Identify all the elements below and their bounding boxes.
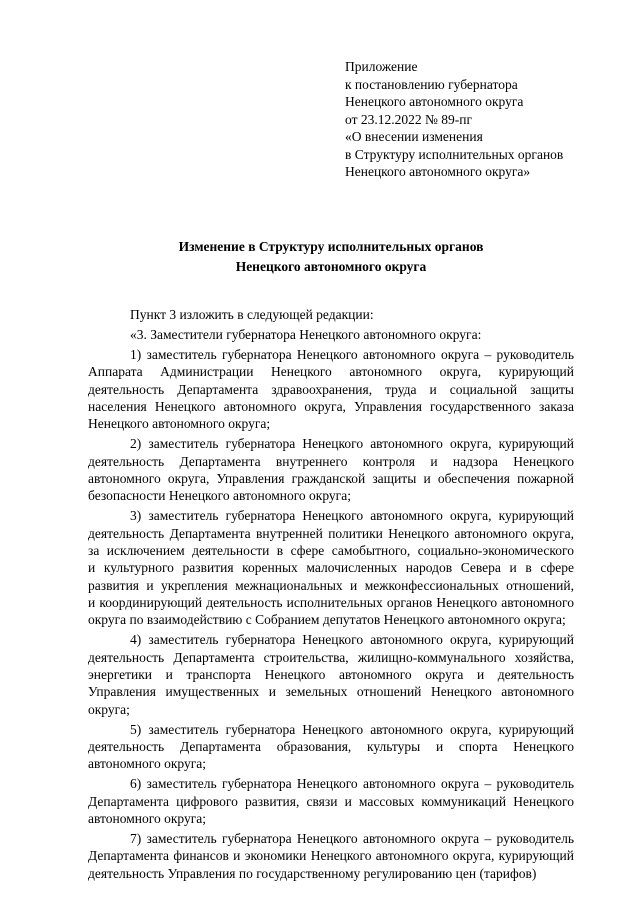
title-line: Ненецкого автономного округа	[235, 259, 427, 274]
paragraph-line: Пункт 3 изложить в следующей редакции:	[130, 307, 374, 322]
document-body	[88, 306, 574, 885]
paragraph-line: 6) заместитель губернатора Ненецкого автономного округа – руководитель	[130, 776, 574, 792]
paragraph-line: округа по взаимодействию с Собранием депутатов Ненецкого автономного округа;	[88, 612, 566, 628]
appendix-line: Приложение	[345, 59, 418, 74]
paragraph	[88, 346, 574, 432]
paragraph-line: автономного округа;	[88, 756, 206, 772]
paragraph-line: деятельность Департамента здравоохранения, труда и социальной защиты	[88, 381, 574, 397]
paragraph-line: 3) заместитель губернатора Ненецкого автономного округа, курирующий	[130, 508, 574, 524]
paragraph-line: Аппарата Администрации Ненецкого автономного округа, курирующий	[88, 364, 574, 380]
paragraph-line: Ненецкого автономного округа;	[88, 416, 271, 432]
paragraph	[88, 721, 574, 773]
title-line: Изменение в Структуру исполнительных органов	[178, 239, 484, 254]
paragraph-line: 1) заместитель губернатора Ненецкого автономного округа – руководитель	[130, 347, 574, 363]
paragraph	[88, 507, 574, 628]
paragraph	[88, 306, 574, 323]
appendix-line: к постановлению губернатора	[345, 76, 518, 92]
paragraph-line: деятельность Управления по государственному регулированию цен (тарифов)	[88, 865, 537, 881]
paragraph-line: 7) заместитель губернатора Ненецкого автономного округа – руководитель	[130, 830, 574, 846]
paragraph	[88, 631, 574, 717]
paragraph-line: деятельность Департамента строительства, жилищно-коммунального хозяйства,	[88, 649, 574, 665]
appendix-line: «О внесении изменения	[345, 129, 483, 144]
appendix-line: в Структуру исполнительных органов	[345, 146, 564, 162]
appendix-line: от 23.12.2022 № 89-пг	[345, 111, 472, 127]
paragraph	[88, 435, 574, 504]
paragraph-line: энергетики и транспорта Ненецкого автономного округа и деятельность	[88, 666, 574, 682]
paragraph-line: 2) заместитель губернатора Ненецкого автономного округа, курирующий	[130, 436, 574, 452]
paragraph-line: деятельность Департамента внутреннего контроля и надзора Ненецкого	[88, 453, 574, 469]
paragraph-line: автономного округа, Управления гражданской защиты и обеспечения пожарной	[88, 471, 574, 487]
paragraph	[88, 830, 574, 882]
appendix-line: Ненецкого автономного округа»	[345, 164, 531, 179]
paragraph-line: округа;	[88, 701, 130, 717]
paragraph-line: и культурного развития коренных малочисленных народов Севера и в сфере	[88, 560, 574, 576]
paragraph-line: автономного округа;	[88, 810, 206, 826]
appendix-line: Ненецкого автономного округа	[345, 94, 524, 109]
paragraph-line: 5) заместитель губернатора Ненецкого автономного округа, курирующий	[130, 721, 574, 737]
paragraph	[88, 326, 574, 343]
paragraph-line: и координирующий деятельность исполнительных органов Ненецкого автономного	[88, 594, 574, 610]
paragraph-line: развития и укрепления межнациональных и межконфессиональных отношений,	[88, 577, 574, 593]
paragraph-line: Департамента финансов и экономики Ненецкого автономного округа, курирующий	[88, 848, 574, 864]
paragraph-line: 4) заместитель губернатора Ненецкого автономного округа, курирующий	[130, 632, 574, 648]
paragraph-line: населения Ненецкого автономного округа, Управления государственного заказа	[88, 399, 574, 415]
paragraph-line: деятельность Департамента внутренней политики Ненецкого автономного округа,	[88, 525, 574, 541]
document-title	[88, 237, 574, 277]
paragraph-line: «3. Заместители губернатора Ненецкого автономного округа:	[130, 327, 482, 343]
appendix-header	[345, 58, 625, 181]
paragraph-line: Департамента цифрового развития, связи и массовых коммуникаций Ненецкого	[88, 793, 574, 809]
paragraph-line: за исключением деятельности в сфере самобытного, социально-экономического	[88, 543, 574, 559]
paragraph-line: безопасности Ненецкого автономного округа;	[88, 488, 351, 504]
paragraph-line: деятельность Департамента образования, культуры и спорта Ненецкого	[88, 738, 574, 754]
paragraph	[88, 775, 574, 827]
paragraph-line: Управления имущественных и земельных отношений Ненецкого автономного	[88, 684, 574, 700]
